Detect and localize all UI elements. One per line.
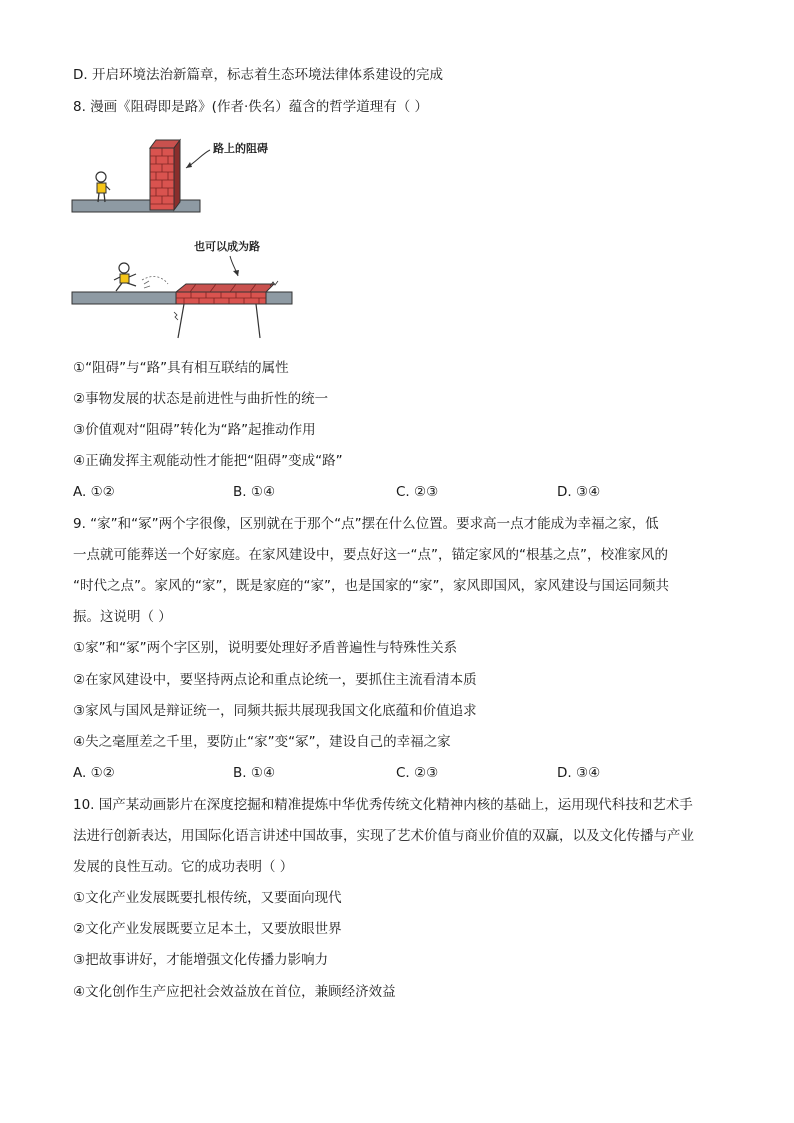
q8-option-c[interactable]: C. ②③ bbox=[396, 484, 439, 500]
q10-statement-4: ④文化创作生产应把社会效益放在首位，兼顾经济效益 bbox=[73, 984, 396, 1000]
question-10-stem-line-2: 法进行创新表达，用国际化语言讲述中国故事，实现了艺术价值与商业价值的双赢，以及文化传播与产业 bbox=[73, 828, 694, 844]
question-9-stem-line-1: 9. “家”和“冢”两个字很像，区别就在于那个“点”摆在什么位置。要求高一点才能成为幸福之家，低 bbox=[73, 516, 659, 532]
q9-statement-1: ①家”和“冢”两个字区别，说明要处理好矛盾普遍性与特殊性关系 bbox=[73, 640, 458, 656]
question-10-stem-line-1: 10. 国产某动画影片在深度挖掘和精准提炼中华优秀传统文化精神内核的基础上，运用现代科技和艺术手 bbox=[73, 797, 693, 813]
question-8-stem: 8. 漫画《阻碍即是路》(作者·佚名）蕴含的哲学道理有（ ） bbox=[73, 99, 429, 115]
q9-option-a[interactable]: A. ①② bbox=[73, 765, 115, 781]
comic-caption-top: 路上的阻碍 bbox=[213, 142, 268, 155]
question-10-stem-line-3: 发展的良性互动。它的成功表明（ ） bbox=[73, 859, 294, 875]
q9-statement-3: ③家风与国风是辩证统一，同频共振共展现我国文化底蕴和价值追求 bbox=[73, 703, 477, 719]
q8-statement-3: ③价值观对“阻碍”转化为“路”起推动作用 bbox=[73, 422, 316, 438]
q9-option-c[interactable]: C. ②③ bbox=[396, 765, 439, 781]
q10-statement-3: ③把故事讲好，才能增强文化传播力影响力 bbox=[73, 952, 329, 968]
q7-option-d: D. 开启环境法治新篇章，标志着生态环境法律体系建设的完成 bbox=[73, 67, 443, 83]
q9-option-d[interactable]: D. ③④ bbox=[557, 765, 601, 781]
q8-option-a[interactable]: A. ①② bbox=[73, 484, 115, 500]
q8-statement-1: ①“阻碍”与“路”具有相互联结的属性 bbox=[73, 360, 289, 376]
q9-option-b[interactable]: B. ①④ bbox=[233, 765, 276, 781]
q8-option-d[interactable]: D. ③④ bbox=[557, 484, 601, 500]
question-9-stem-line-3: “时代之点”。家风的“家”，既是家庭的“家”，也是国家的“家”，家风即国风，家风建设与国运同频共 bbox=[73, 578, 669, 594]
question-9-stem-line-2: 一点就可能葬送一个好家庭。在家风建设中，要点好这一“点”，锚定家风的“根基之点”，校准家风的 bbox=[73, 547, 668, 563]
q8-statement-4: ④正确发挥主观能动性才能把“阻碍”变成“路” bbox=[73, 453, 343, 469]
comic-caption-bottom: 也可以成为路 bbox=[194, 240, 260, 253]
q8-option-b[interactable]: B. ①④ bbox=[233, 484, 276, 500]
q9-statement-4: ④失之毫厘差之千里，要防止“家”变“冢”，建设自己的幸福之家 bbox=[73, 734, 451, 750]
question-9-stem-line-4: 振。这说明（ ） bbox=[73, 609, 172, 625]
q10-statement-1: ①文化产业发展既要扎根传统，又要面向现代 bbox=[73, 890, 342, 906]
q8-statement-2: ②事物发展的状态是前进性与曲折性的统一 bbox=[73, 391, 329, 407]
q9-statement-2: ②在家风建设中，要坚持两点论和重点论统一，要抓住主流看清本质 bbox=[73, 672, 477, 688]
q10-statement-2: ②文化产业发展既要立足本土，又要放眼世界 bbox=[73, 921, 342, 937]
comic-obstacle-is-road bbox=[70, 128, 300, 344]
